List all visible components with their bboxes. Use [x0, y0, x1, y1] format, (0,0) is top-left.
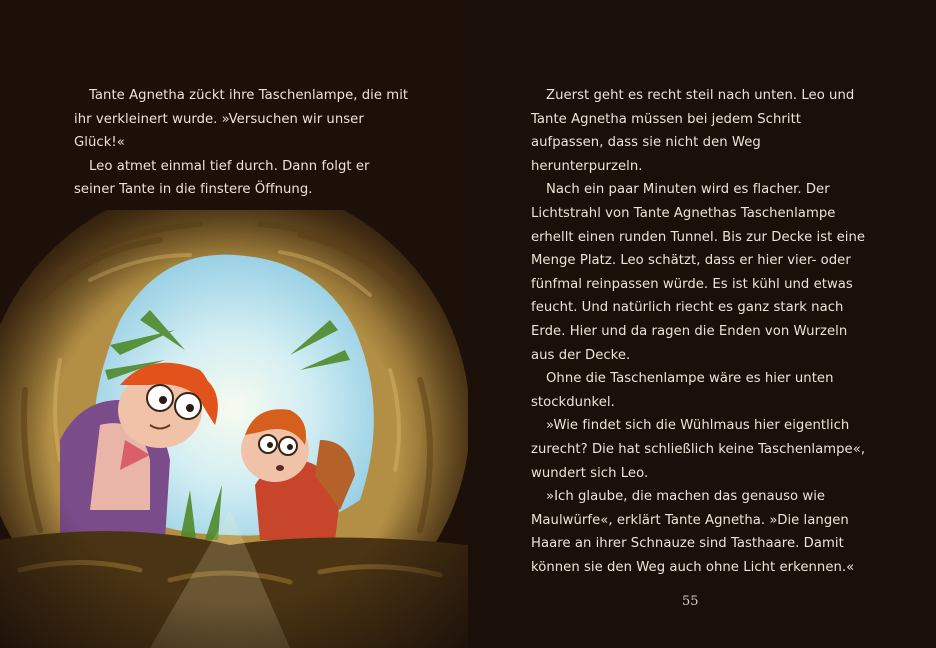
- paragraph: Leo atmet einmal tief durch. Dann folgt er seiner Tante in die finstere Öffnung.: [74, 158, 370, 198]
- paragraph: Ohne die Taschenlampe wäre es hier unten stockdunkel.: [531, 371, 834, 410]
- page-number: 55: [682, 594, 699, 609]
- right-page-text: [531, 84, 871, 579]
- paragraph: Zuerst geht es recht steil nach unten. Leo und Tante Agnetha müssen bei jedem Schritt aufpassen, dass sie nicht den Weg herunterpurzeln.: [531, 88, 855, 174]
- paragraph: Tante Agnetha zückt ihre Taschenlampe, die mit ihr verkleinert wurde. »Versuchen wir unser Glück!«: [74, 88, 409, 151]
- vignette: [0, 210, 468, 648]
- tunnel-illustration: [0, 210, 468, 648]
- paragraph: »Ich glaube, die machen das genauso wie Maulwürfe«, erklärt Tante Agnetha. »Die langen Haare an ihrer Schnauze sind Tasthaare. Damit können sie den Weg auch ohne Licht erkennen.«: [531, 489, 855, 575]
- left-page-text: [74, 84, 414, 202]
- paragraph: »Wie findet sich die Wühlmaus hier eigentlich zurecht? Die hat schließlich keine Taschenlampe«, wundert sich Leo.: [531, 418, 866, 481]
- paragraph: Nach ein paar Minuten wird es flacher. Der Lichtstrahl von Tante Agnethas Taschenlampe erhellt einen runden Tunnel. Bis zur Decke ist eine Menge Platz. Leo schätzt, dass er hier vier- oder fünfmal reinpassen würde. Es ist kühl und etwas feucht. Und natürlich riecht es ganz stark nach Erde. Hier und da ragen die Enden von Wurzeln aus der Decke.: [531, 182, 866, 363]
